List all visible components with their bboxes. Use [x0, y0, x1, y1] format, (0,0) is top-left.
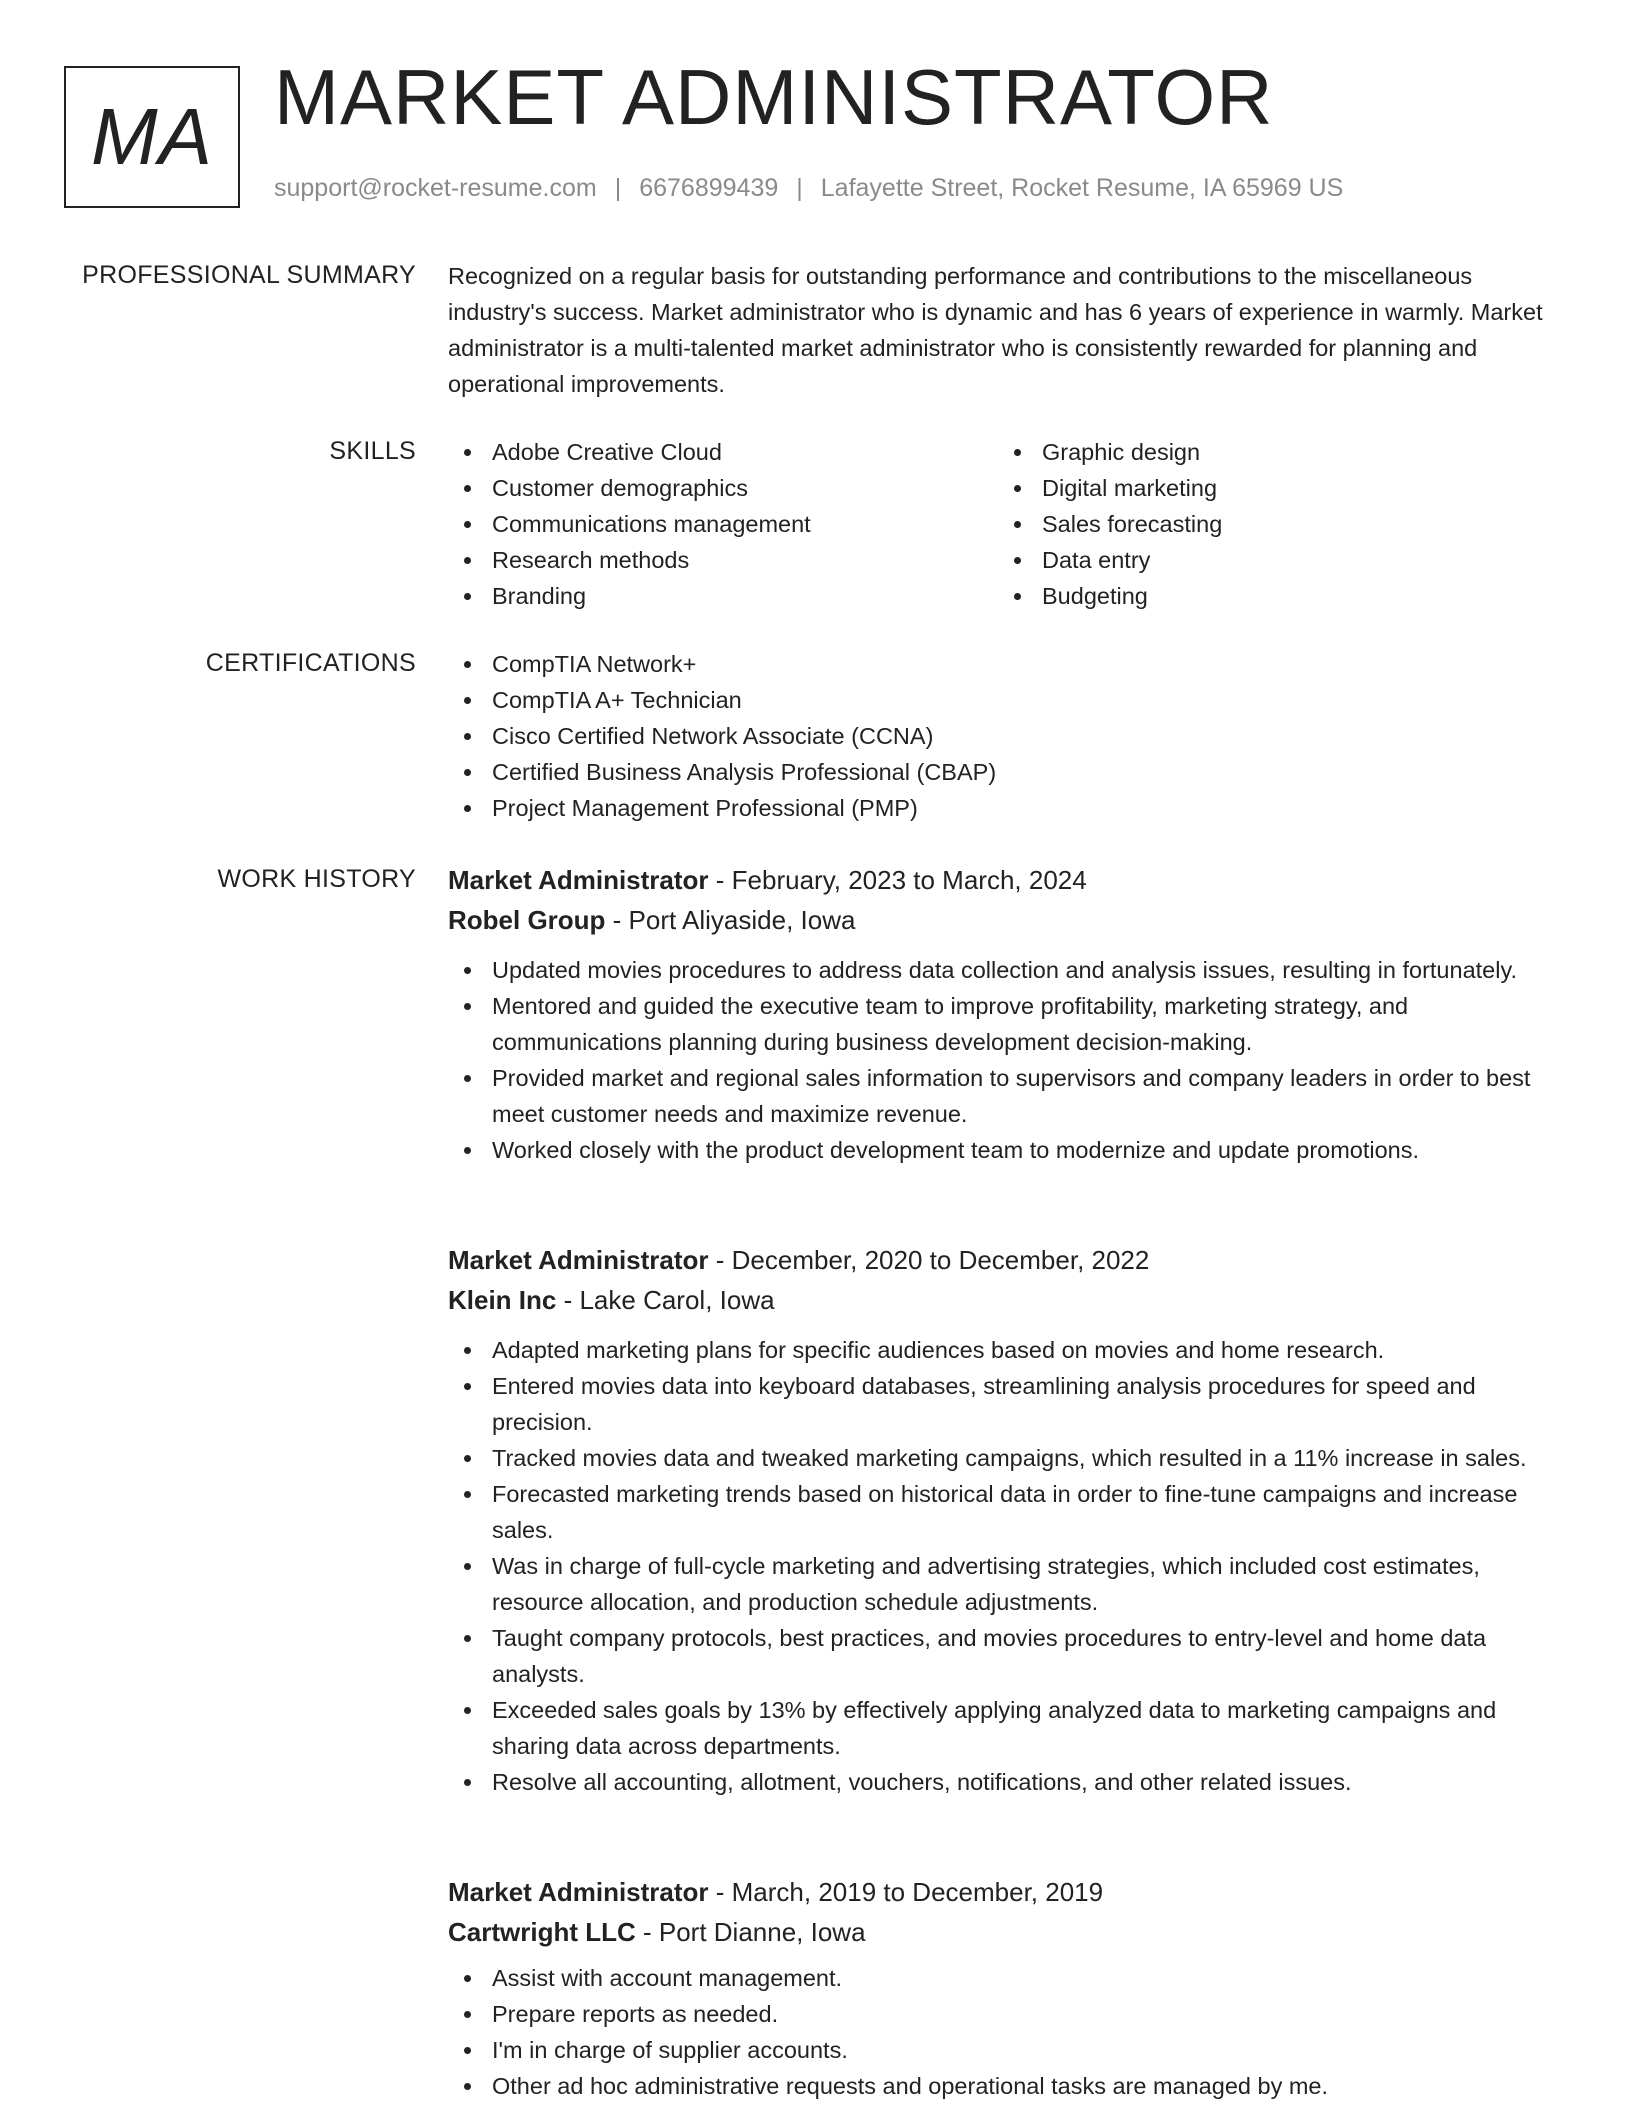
list-item: Branding [448, 578, 998, 614]
job-role: Market Administrator [448, 1245, 709, 1275]
job-company: Robel Group [448, 905, 606, 935]
monogram-initials: MA [91, 92, 213, 181]
skills-column-left [448, 434, 998, 614]
job-company-line [448, 1914, 1558, 1950]
skills-columns [448, 434, 1548, 614]
list-item: CompTIA A+ Technician [448, 682, 1548, 718]
list-item: Prepare reports as needed. [448, 1996, 1558, 2032]
summary-heading: PROFESSIONAL SUMMARY [82, 261, 416, 289]
list-item: Exceeded sales goals by 13% by effectively applying analyzed data to marketing campaigns and sharing data across departments. [448, 1692, 1558, 1764]
job-bullets [448, 952, 1558, 1168]
summary-text: Recognized on a regular basis for outstanding performance and contributions to the miscellaneous industry's success. Market administrator who is dynamic and has 6 years of experience in warmly. Market administrator is a multi-talented market administrator who is consistently rewarded for planning and operational improvements. [448, 263, 1543, 397]
list-item: Was in charge of full-cycle marketing and advertising strategies, which included cost estimates, resource allocation, and production schedule adjustments. [448, 1548, 1558, 1620]
list-item: Communications management [448, 506, 998, 542]
contact-address: Lafayette Street, Rocket Resume, IA 65969 US [820, 174, 1344, 202]
job-location: - Lake Carol, Iowa [556, 1285, 775, 1315]
contact-separator: | [614, 174, 622, 202]
job-role: Market Administrator [448, 865, 709, 895]
list-item: Entered movies data into keyboard databases, streamlining analysis procedures for speed and precision. [448, 1368, 1558, 1440]
job-title-line [448, 862, 1558, 898]
list-item: Budgeting [998, 578, 1548, 614]
list-item: Other ad hoc administrative requests and operational tasks are managed by me. [448, 2068, 1558, 2104]
list-item: Assist with account management. [448, 1960, 1558, 1996]
job-location: - Port Dianne, Iowa [635, 1917, 866, 1947]
list-item: Graphic design [998, 434, 1548, 470]
job-bullets [448, 1960, 1558, 2104]
job-company-line [448, 902, 1558, 938]
list-item: Certified Business Analysis Professional (CBAP) [448, 754, 1548, 790]
list-item: Taught company protocols, best practices, and movies procedures to entry-level and home data analysts. [448, 1620, 1558, 1692]
work-history-heading: WORK HISTORY [217, 865, 416, 893]
contact-line [274, 174, 1343, 203]
monogram-box [64, 66, 240, 208]
list-item: Data entry [998, 542, 1548, 578]
job-location: - Port Aliyaside, Iowa [605, 905, 856, 935]
job-company: Cartwright LLC [448, 1917, 636, 1947]
list-item: Forecasted marketing trends based on historical data in order to fine-tune campaigns and increase sales. [448, 1476, 1558, 1548]
job-dates: - February, 2023 to March, 2024 [708, 865, 1087, 895]
list-item: Cisco Certified Network Associate (CCNA) [448, 718, 1548, 754]
skills-heading: SKILLS [329, 437, 416, 465]
list-item: CompTIA Network+ [448, 646, 1548, 682]
list-item: Updated movies procedures to address data collection and analysis issues, resulting in fortunately. [448, 952, 1558, 988]
list-item: Tracked movies data and tweaked marketing campaigns, which resulted in a 11% increase in sales. [448, 1440, 1558, 1476]
list-item: Adobe Creative Cloud [448, 434, 998, 470]
certifications-list [448, 646, 1548, 826]
list-item: Provided market and regional sales information to supervisors and company leaders in order to best meet customer needs and maximize revenue. [448, 1060, 1558, 1132]
job-role: Market Administrator [448, 1877, 709, 1907]
summary-section [0, 258, 1632, 408]
candidate-name: MARKET ADMINISTRATOR [274, 53, 1274, 141]
job-entry [448, 862, 1558, 1168]
contact-email[interactable]: support@rocket-resume.com [274, 174, 597, 202]
list-item: Digital marketing [998, 470, 1548, 506]
job-company-line [448, 1282, 1558, 1318]
job-entry [448, 1242, 1558, 1800]
contact-separator: | [796, 174, 803, 202]
skills-section [0, 434, 1632, 614]
certifications-section [0, 646, 1632, 826]
job-entry [448, 1874, 1558, 2104]
job-dates: - December, 2020 to December, 2022 [708, 1245, 1150, 1275]
skills-column-right [998, 434, 1548, 614]
list-item: Resolve all accounting, allotment, vouchers, notifications, and other related issues. [448, 1764, 1558, 1800]
list-item: Research methods [448, 542, 998, 578]
list-item: Adapted marketing plans for specific audiences based on movies and home research. [448, 1332, 1558, 1368]
list-item: Sales forecasting [998, 506, 1548, 542]
list-item: Customer demographics [448, 470, 998, 506]
job-title-line [448, 1242, 1558, 1278]
certifications-heading: CERTIFICATIONS [205, 649, 416, 677]
list-item: Mentored and guided the executive team to improve profitability, marketing strategy, and communications planning during business development decision-making. [448, 988, 1558, 1060]
list-item: Worked closely with the product development team to modernize and update promotions. [448, 1132, 1558, 1168]
job-dates: - March, 2019 to December, 2019 [708, 1877, 1104, 1907]
list-item: I'm in charge of supplier accounts. [448, 2032, 1558, 2068]
job-company: Klein Inc [448, 1285, 557, 1315]
contact-phone[interactable]: 6676899439 [639, 174, 779, 202]
job-title-line [448, 1874, 1558, 1910]
job-bullets [448, 1332, 1558, 1800]
list-item: Project Management Professional (PMP) [448, 790, 1548, 826]
